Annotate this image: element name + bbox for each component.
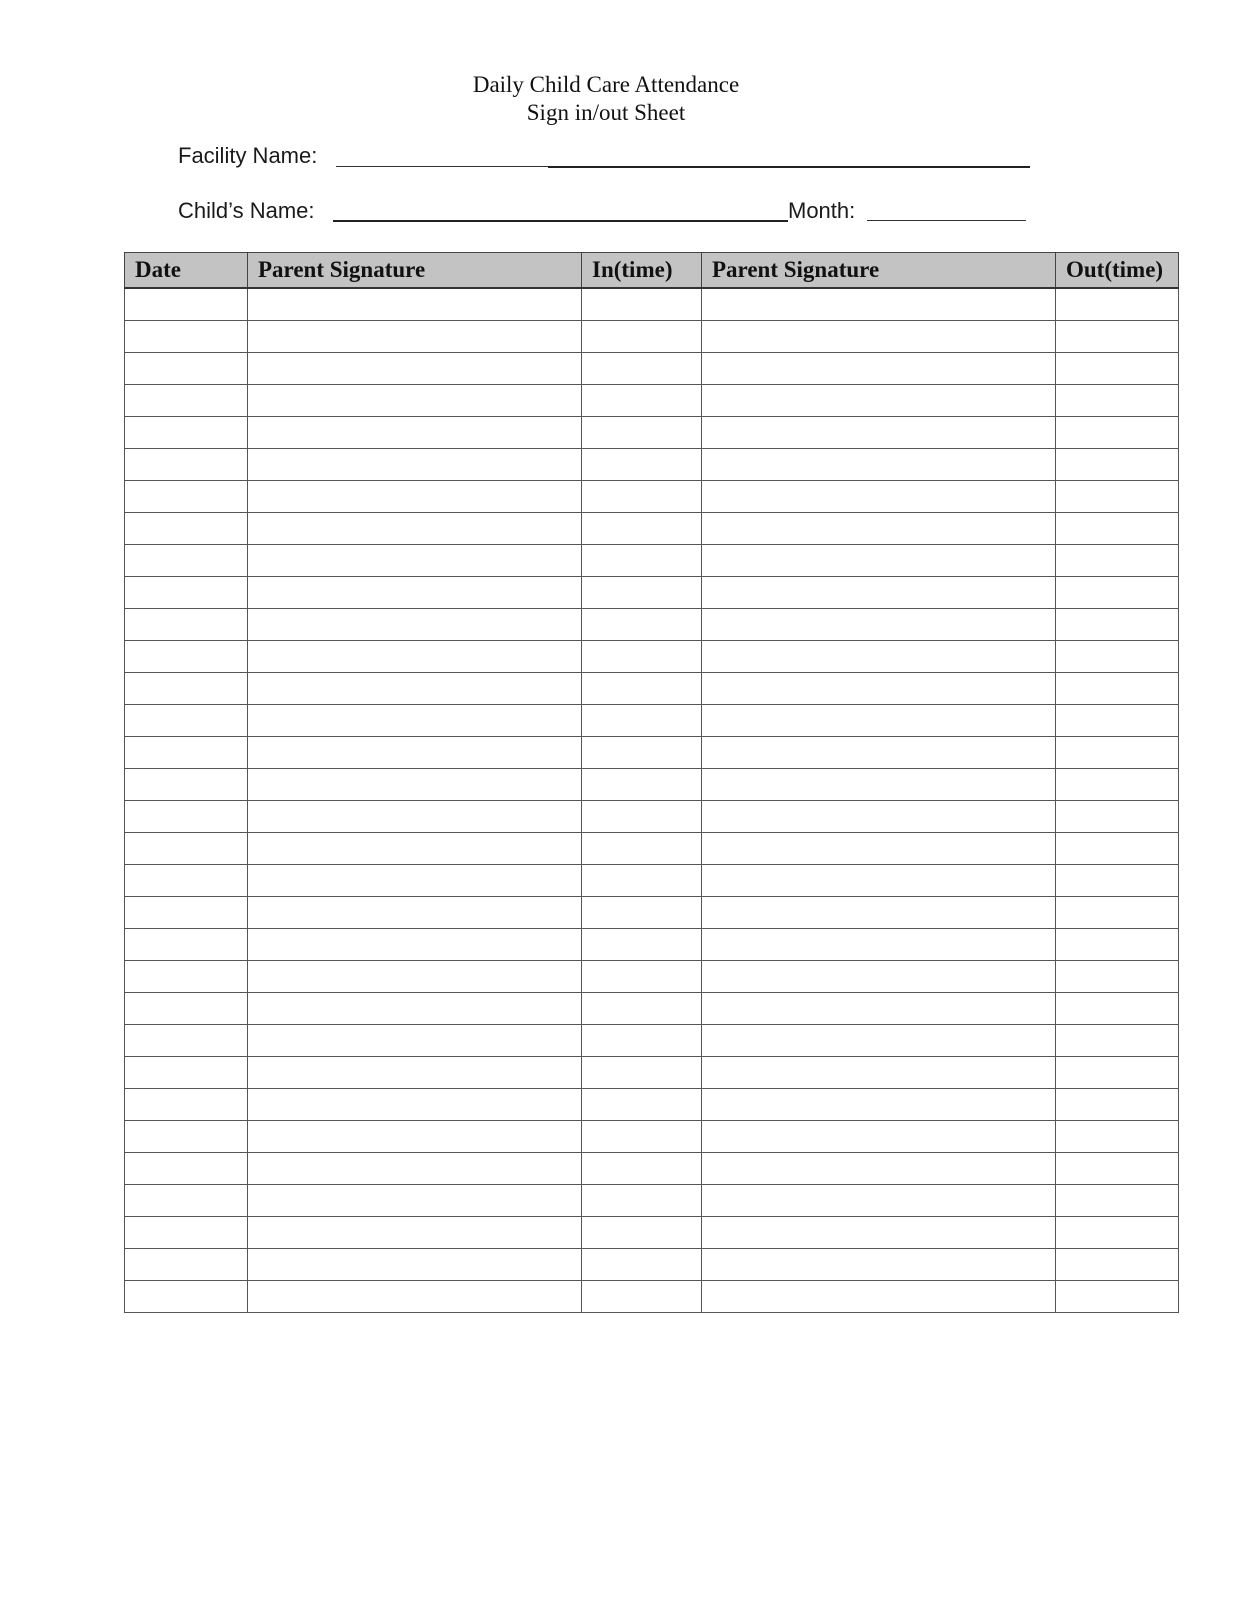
cell-parent-signature-out[interactable] bbox=[702, 449, 1056, 481]
sheet-subtitle: Sign in/out Sheet bbox=[526, 100, 686, 125]
table-row bbox=[125, 929, 1179, 961]
cell-date[interactable] bbox=[125, 1153, 248, 1185]
cell-out-time[interactable] bbox=[1056, 1217, 1179, 1249]
cell-in-time[interactable] bbox=[582, 449, 702, 481]
column-header-in-time: In(time) bbox=[582, 253, 702, 289]
cell-parent-signature-in[interactable] bbox=[248, 353, 582, 385]
cell-parent-signature-in[interactable] bbox=[248, 865, 582, 897]
cell-date[interactable] bbox=[125, 1185, 248, 1217]
cell-parent-signature-in[interactable] bbox=[248, 833, 582, 865]
cell-parent-signature-out[interactable] bbox=[702, 929, 1056, 961]
cell-out-time[interactable] bbox=[1056, 673, 1179, 705]
cell-date[interactable] bbox=[125, 1281, 248, 1313]
table-row bbox=[125, 801, 1179, 833]
cell-in-time[interactable] bbox=[582, 737, 702, 769]
cell-parent-signature-out[interactable] bbox=[702, 481, 1056, 513]
cell-parent-signature-in[interactable] bbox=[248, 801, 582, 833]
cell-parent-signature-in[interactable] bbox=[248, 321, 582, 353]
cell-parent-signature-in[interactable] bbox=[248, 481, 582, 513]
cell-parent-signature-out[interactable] bbox=[702, 353, 1056, 385]
table-row bbox=[125, 1121, 1179, 1153]
cell-date[interactable] bbox=[125, 833, 248, 865]
cell-parent-signature-in[interactable] bbox=[248, 1185, 582, 1217]
table-row bbox=[125, 513, 1179, 545]
table-row bbox=[125, 1249, 1179, 1281]
cell-parent-signature-in[interactable] bbox=[248, 1153, 582, 1185]
cell-out-time[interactable] bbox=[1056, 1121, 1179, 1153]
cell-in-time[interactable] bbox=[582, 385, 702, 417]
cell-date[interactable] bbox=[125, 641, 248, 673]
cell-date[interactable] bbox=[125, 353, 248, 385]
cell-date[interactable] bbox=[125, 449, 248, 481]
cell-parent-signature-in[interactable] bbox=[248, 1217, 582, 1249]
cell-parent-signature-in[interactable] bbox=[248, 449, 582, 481]
cell-parent-signature-out[interactable] bbox=[702, 865, 1056, 897]
table-row bbox=[125, 449, 1179, 481]
cell-date[interactable] bbox=[125, 737, 248, 769]
cell-date[interactable] bbox=[125, 1089, 248, 1121]
cell-parent-signature-out[interactable] bbox=[702, 577, 1056, 609]
cell-date[interactable] bbox=[125, 1249, 248, 1281]
cell-parent-signature-in[interactable] bbox=[248, 513, 582, 545]
cell-date[interactable] bbox=[125, 1025, 248, 1057]
cell-parent-signature-in[interactable] bbox=[248, 737, 582, 769]
cell-date[interactable] bbox=[125, 1121, 248, 1153]
facility-name-field[interactable] bbox=[336, 166, 548, 167]
cell-parent-signature-out[interactable] bbox=[702, 321, 1056, 353]
cell-out-time[interactable] bbox=[1056, 481, 1179, 513]
cell-date[interactable] bbox=[125, 865, 248, 897]
cell-in-time[interactable] bbox=[582, 705, 702, 737]
cell-parent-signature-in[interactable] bbox=[248, 1057, 582, 1089]
cell-out-time[interactable] bbox=[1056, 449, 1179, 481]
cell-in-time[interactable] bbox=[582, 1217, 702, 1249]
table-row bbox=[125, 673, 1179, 705]
cell-out-time[interactable] bbox=[1056, 641, 1179, 673]
cell-parent-signature-in[interactable] bbox=[248, 385, 582, 417]
table-row bbox=[125, 1281, 1179, 1313]
cell-date[interactable] bbox=[125, 769, 248, 801]
cell-parent-signature-in[interactable] bbox=[248, 897, 582, 929]
cell-in-time[interactable] bbox=[582, 961, 702, 993]
cell-date[interactable] bbox=[125, 417, 248, 449]
cell-in-time[interactable] bbox=[582, 769, 702, 801]
cell-parent-signature-in[interactable] bbox=[248, 1249, 582, 1281]
cell-in-time[interactable] bbox=[582, 929, 702, 961]
table-row bbox=[125, 609, 1179, 641]
cell-in-time[interactable] bbox=[582, 1281, 702, 1313]
column-header-parent-signature-out: Parent Signature bbox=[702, 253, 1056, 289]
cell-out-time[interactable] bbox=[1056, 705, 1179, 737]
cell-date[interactable] bbox=[125, 801, 248, 833]
cell-parent-signature-in[interactable] bbox=[248, 288, 582, 321]
cell-parent-signature-out[interactable] bbox=[702, 1121, 1056, 1153]
cell-date[interactable] bbox=[125, 545, 248, 577]
table-row bbox=[125, 385, 1179, 417]
cell-parent-signature-out[interactable] bbox=[702, 1153, 1056, 1185]
childs-name-label: Child’s Name: bbox=[178, 198, 315, 223]
cell-parent-signature-in[interactable] bbox=[248, 929, 582, 961]
cell-parent-signature-out[interactable] bbox=[702, 417, 1056, 449]
cell-parent-signature-in[interactable] bbox=[248, 961, 582, 993]
cell-out-time[interactable] bbox=[1056, 993, 1179, 1025]
cell-parent-signature-out[interactable] bbox=[702, 961, 1056, 993]
cell-out-time[interactable] bbox=[1056, 513, 1179, 545]
table-row bbox=[125, 288, 1179, 321]
table-row bbox=[125, 833, 1179, 865]
table-row bbox=[125, 1217, 1179, 1249]
cell-parent-signature-in[interactable] bbox=[248, 1025, 582, 1057]
cell-out-time[interactable] bbox=[1056, 577, 1179, 609]
cell-out-time[interactable] bbox=[1056, 737, 1179, 769]
table-row bbox=[125, 961, 1179, 993]
cell-parent-signature-in[interactable] bbox=[248, 609, 582, 641]
cell-out-time[interactable] bbox=[1056, 1185, 1179, 1217]
cell-out-time[interactable] bbox=[1056, 1153, 1179, 1185]
table-row bbox=[125, 897, 1179, 929]
cell-in-time[interactable] bbox=[582, 288, 702, 321]
cell-parent-signature-in[interactable] bbox=[248, 769, 582, 801]
cell-parent-signature-in[interactable] bbox=[248, 641, 582, 673]
month-label: Month: bbox=[788, 198, 856, 223]
table-row bbox=[125, 417, 1179, 449]
cell-in-time[interactable] bbox=[582, 609, 702, 641]
cell-parent-signature-out[interactable] bbox=[702, 897, 1056, 929]
cell-out-time[interactable] bbox=[1056, 1025, 1179, 1057]
cell-out-time[interactable] bbox=[1056, 321, 1179, 353]
cell-parent-signature-out[interactable] bbox=[702, 1217, 1056, 1249]
cell-in-time[interactable] bbox=[582, 321, 702, 353]
cell-parent-signature-out[interactable] bbox=[702, 769, 1056, 801]
cell-out-time[interactable] bbox=[1056, 865, 1179, 897]
cell-out-time[interactable] bbox=[1056, 385, 1179, 417]
cell-in-time[interactable] bbox=[582, 513, 702, 545]
table-row bbox=[125, 993, 1179, 1025]
attendance-table-body bbox=[125, 288, 1179, 1313]
cell-out-time[interactable] bbox=[1056, 1089, 1179, 1121]
cell-parent-signature-out[interactable] bbox=[702, 641, 1056, 673]
table-row bbox=[125, 865, 1179, 897]
cell-parent-signature-out[interactable] bbox=[702, 385, 1056, 417]
facility-name-field-extension[interactable] bbox=[548, 166, 1030, 168]
table-row bbox=[125, 641, 1179, 673]
table-row bbox=[125, 481, 1179, 513]
cell-in-time[interactable] bbox=[582, 577, 702, 609]
facility-name-label: Facility Name: bbox=[178, 143, 318, 168]
cell-parent-signature-out[interactable] bbox=[702, 1025, 1056, 1057]
cell-out-time[interactable] bbox=[1056, 1249, 1179, 1281]
cell-in-time[interactable] bbox=[582, 801, 702, 833]
childs-name-field[interactable] bbox=[333, 220, 788, 222]
cell-in-time[interactable] bbox=[582, 1089, 702, 1121]
cell-out-time[interactable] bbox=[1056, 961, 1179, 993]
cell-in-time[interactable] bbox=[582, 417, 702, 449]
cell-in-time[interactable] bbox=[582, 1025, 702, 1057]
cell-date[interactable] bbox=[125, 1217, 248, 1249]
cell-date[interactable] bbox=[125, 929, 248, 961]
cell-in-time[interactable] bbox=[582, 1057, 702, 1089]
cell-out-time[interactable] bbox=[1056, 929, 1179, 961]
cell-parent-signature-out[interactable] bbox=[702, 737, 1056, 769]
cell-parent-signature-out[interactable] bbox=[702, 1185, 1056, 1217]
cell-parent-signature-out[interactable] bbox=[702, 1281, 1056, 1313]
cell-in-time[interactable] bbox=[582, 353, 702, 385]
column-header-parent-signature-in: Parent Signature bbox=[248, 253, 582, 289]
cell-parent-signature-out[interactable] bbox=[702, 801, 1056, 833]
cell-in-time[interactable] bbox=[582, 641, 702, 673]
cell-parent-signature-in[interactable] bbox=[248, 993, 582, 1025]
cell-parent-signature-in[interactable] bbox=[248, 1281, 582, 1313]
cell-parent-signature-in[interactable] bbox=[248, 705, 582, 737]
cell-date[interactable] bbox=[125, 993, 248, 1025]
table-row bbox=[125, 1057, 1179, 1089]
cell-out-time[interactable] bbox=[1056, 897, 1179, 929]
cell-parent-signature-out[interactable] bbox=[702, 545, 1056, 577]
attendance-table bbox=[124, 252, 1179, 1313]
cell-parent-signature-in[interactable] bbox=[248, 417, 582, 449]
table-row bbox=[125, 1089, 1179, 1121]
cell-date[interactable] bbox=[125, 897, 248, 929]
cell-in-time[interactable] bbox=[582, 897, 702, 929]
cell-out-time[interactable] bbox=[1056, 1281, 1179, 1313]
cell-out-time[interactable] bbox=[1056, 833, 1179, 865]
cell-parent-signature-in[interactable] bbox=[248, 673, 582, 705]
cell-parent-signature-in[interactable] bbox=[248, 545, 582, 577]
cell-date[interactable] bbox=[125, 673, 248, 705]
cell-parent-signature-out[interactable] bbox=[702, 705, 1056, 737]
cell-parent-signature-out[interactable] bbox=[702, 1057, 1056, 1089]
cell-in-time[interactable] bbox=[582, 545, 702, 577]
cell-date[interactable] bbox=[125, 609, 248, 641]
cell-in-time[interactable] bbox=[582, 673, 702, 705]
table-row bbox=[125, 321, 1179, 353]
table-row bbox=[125, 1025, 1179, 1057]
cell-in-time[interactable] bbox=[582, 1121, 702, 1153]
cell-out-time[interactable] bbox=[1056, 545, 1179, 577]
cell-parent-signature-out[interactable] bbox=[702, 673, 1056, 705]
cell-parent-signature-in[interactable] bbox=[248, 1121, 582, 1153]
cell-out-time[interactable] bbox=[1056, 609, 1179, 641]
cell-in-time[interactable] bbox=[582, 833, 702, 865]
table-row bbox=[125, 737, 1179, 769]
table-row bbox=[125, 353, 1179, 385]
cell-date[interactable] bbox=[125, 705, 248, 737]
table-row bbox=[125, 705, 1179, 737]
table-row bbox=[125, 1153, 1179, 1185]
cell-date[interactable] bbox=[125, 321, 248, 353]
table-row bbox=[125, 1185, 1179, 1217]
table-row bbox=[125, 769, 1179, 801]
cell-out-time[interactable] bbox=[1056, 769, 1179, 801]
cell-date[interactable] bbox=[125, 385, 248, 417]
column-header-out-time: Out(time) bbox=[1056, 253, 1179, 289]
cell-out-time[interactable] bbox=[1056, 417, 1179, 449]
cell-in-time[interactable] bbox=[582, 1153, 702, 1185]
month-field[interactable] bbox=[867, 220, 1026, 221]
cell-parent-signature-out[interactable] bbox=[702, 1249, 1056, 1281]
cell-out-time[interactable] bbox=[1056, 1057, 1179, 1089]
cell-date[interactable] bbox=[125, 513, 248, 545]
cell-parent-signature-out[interactable] bbox=[702, 833, 1056, 865]
cell-in-time[interactable] bbox=[582, 865, 702, 897]
table-row bbox=[125, 577, 1179, 609]
cell-in-time[interactable] bbox=[582, 993, 702, 1025]
cell-in-time[interactable] bbox=[582, 1249, 702, 1281]
cell-date[interactable] bbox=[125, 961, 248, 993]
cell-parent-signature-in[interactable] bbox=[248, 577, 582, 609]
cell-date[interactable] bbox=[125, 1057, 248, 1089]
cell-parent-signature-out[interactable] bbox=[702, 513, 1056, 545]
cell-in-time[interactable] bbox=[582, 481, 702, 513]
column-header-date: Date bbox=[125, 253, 248, 289]
table-header-row bbox=[125, 253, 1179, 289]
cell-parent-signature-out[interactable] bbox=[702, 1089, 1056, 1121]
sheet-title: Daily Child Care Attendance bbox=[472, 72, 740, 97]
cell-date[interactable] bbox=[125, 481, 248, 513]
cell-parent-signature-out[interactable] bbox=[702, 288, 1056, 321]
cell-date[interactable] bbox=[125, 577, 248, 609]
cell-in-time[interactable] bbox=[582, 1185, 702, 1217]
cell-out-time[interactable] bbox=[1056, 288, 1179, 321]
cell-parent-signature-out[interactable] bbox=[702, 993, 1056, 1025]
cell-out-time[interactable] bbox=[1056, 353, 1179, 385]
cell-date[interactable] bbox=[125, 288, 248, 321]
cell-parent-signature-in[interactable] bbox=[248, 1089, 582, 1121]
table-row bbox=[125, 545, 1179, 577]
cell-parent-signature-out[interactable] bbox=[702, 609, 1056, 641]
cell-out-time[interactable] bbox=[1056, 801, 1179, 833]
